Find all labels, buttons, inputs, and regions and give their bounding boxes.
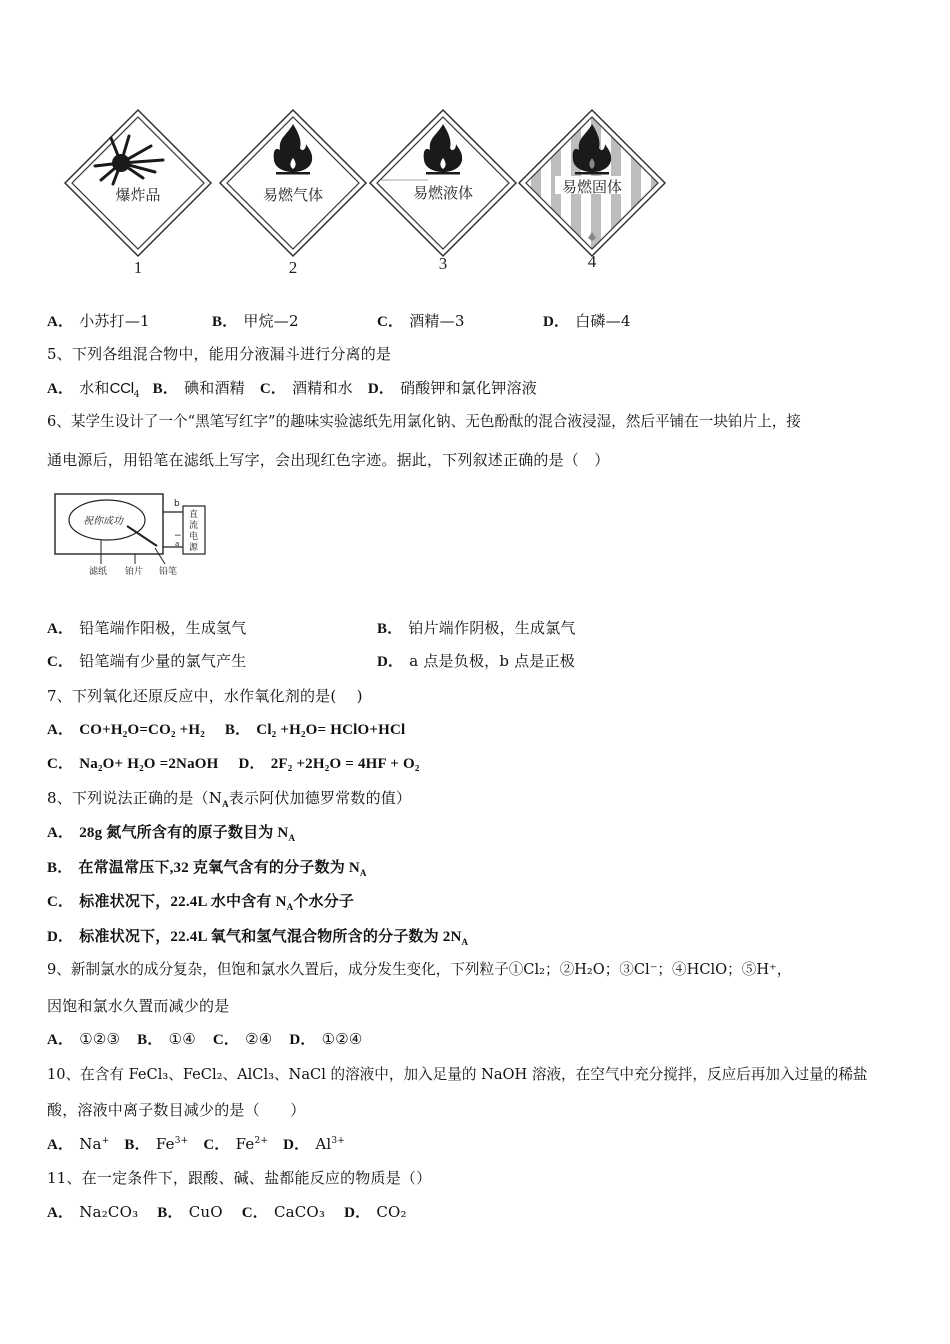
- label-platinum: 铂片: [125, 567, 144, 577]
- q9-option-a: A． ①②③: [47, 1030, 121, 1048]
- placard-label: 爆炸品: [115, 186, 161, 204]
- q11-stem: 11、在一定条件下，跟酸、碱、盐都能反应的物质是（）: [47, 1169, 432, 1187]
- q11-option-c: C． CaCO₃: [241, 1203, 326, 1221]
- q5-option-b: B． 碘和酒精: [152, 379, 245, 397]
- q8-stem: 8、下列说法正确的是（$N_A$表示阿伏加德罗常数的值）: [47, 789, 412, 809]
- placard-number: 4: [587, 252, 597, 271]
- power-label-char: 流: [189, 521, 199, 531]
- q9-option-b: B． ①④: [137, 1030, 196, 1048]
- placard-4: [517, 108, 667, 278]
- q11-option-d: D． CO₂: [344, 1203, 407, 1221]
- placard-1: [63, 108, 213, 278]
- q5-option-d: D． 硝酸钾和氯化钾溶液: [367, 379, 537, 397]
- placard-2: [218, 108, 368, 278]
- q9-options: [47, 1029, 363, 1050]
- q8-option-a: A． 28g 氮气所含有的原子数目为 $N_A$: [47, 825, 296, 843]
- placard-number: 3: [438, 254, 448, 273]
- explosion-icon: [63, 108, 213, 258]
- q10-stem-line2: 酸，溶液中离子数目减少的是（ ）: [47, 1101, 306, 1119]
- q11-options: [47, 1202, 407, 1223]
- q5-options: [47, 378, 537, 399]
- q9-option-d: D． ①②④: [289, 1030, 363, 1048]
- q10-option-d: D． $Al^{3+}$: [283, 1135, 346, 1153]
- q10-option-c: C． $Fe^{2+}$: [203, 1135, 269, 1153]
- placard-label: 易燃固体: [561, 178, 622, 196]
- q5-option-c: C． 酒精和水: [259, 379, 353, 397]
- q4-option-d: D． 白磷—4: [543, 312, 631, 330]
- power-label-char: 源: [189, 543, 199, 553]
- q8-option-d: D． 标准状况下，22.4L 氧气和氢气混合物所含的分子数为 $2N_A$: [47, 929, 469, 947]
- q5-stem: 5、下列各组混合物中，能用分液漏斗进行分离的是: [47, 345, 392, 363]
- q6-option-d: D． a 点是负极，b 点是正极: [377, 652, 575, 670]
- power-label-char: 电: [189, 532, 199, 542]
- q7-options-row1: [47, 720, 405, 740]
- q6-stem-line1: 6、某学生设计了一个“黑笔写红字”的趣味实验滤纸先用氯化钠、无色酚酞的混合液浸湿，然后平铺在一块铂片上，接: [47, 413, 801, 430]
- minus-sign: −: [174, 531, 182, 541]
- q7-stem: 7、下列氧化还原反应中，水作氧化剂的是( ): [47, 687, 363, 705]
- terminal-b: b: [174, 499, 180, 509]
- q10-options: [47, 1134, 345, 1155]
- terminal-a: a: [175, 540, 180, 548]
- q5-option-a: A． 水和CCl$_4$: [47, 379, 140, 400]
- paper-text: 祝你成功: [83, 516, 123, 527]
- q10-option-b: B． $Fe^{3+}$: [124, 1135, 189, 1153]
- q4-option-c: C． 酒精—3: [377, 312, 465, 330]
- q6-option-b: B． 铂片端作阴极，生成氯气: [377, 619, 576, 637]
- power-label-char: 直: [189, 510, 199, 520]
- q10-option-a: A． Na+: [47, 1135, 110, 1153]
- placard-number: 1: [133, 258, 143, 277]
- q9-stem-line1: 9、新制氯水的成分复杂，但饱和氯水久置后，成分发生变化，下列粒子①Cl₂；②H₂O；③Cl⁻；④HClO；⑤H⁺，: [47, 961, 792, 978]
- q9-option-c: C． ②④: [212, 1030, 273, 1048]
- q6-option-c: C． 铅笔端有少量的氯气产生: [47, 652, 247, 670]
- placard-3: [368, 108, 518, 278]
- q6-circuit-diagram: [47, 490, 227, 578]
- q4-option-a: A． 小苏打—1: [47, 312, 150, 330]
- q6-stem-line2: 通电源后，用铅笔在滤纸上写字，会出现红色字迹。据此，下列叙述正确的是（ ）: [47, 451, 610, 469]
- q7-option-a: A． CO+H₂O=CO₂ +H₂: [47, 722, 205, 738]
- q11-option-a: A． Na₂CO₃: [47, 1203, 139, 1221]
- q7-option-d: D． 2F₂ +2H₂O = 4HF + O₂: [238, 756, 420, 772]
- q8-option-b: B． 在常温常压下,32 克氧气含有的分子数为 $N_A$: [47, 860, 367, 878]
- q8-option-c: C． 标准状况下，22.4L 水中含有 $N_A$个水分子: [47, 894, 355, 912]
- placard-label: 易燃气体: [262, 186, 323, 204]
- q10-stem-line1: 10、在含有 FeCl₃、FeCl₂、AlCl₃、NaCl 的溶液中，加入足量的 NaOH 溶液，在空气中充分搅拌，反应后再加入过量的稀盐: [47, 1066, 868, 1083]
- q7-option-c: C． Na₂O+ H₂O =2NaOH: [47, 756, 219, 772]
- q4-option-b: B． 甲烷—2: [212, 312, 299, 330]
- q7-options-row2: [47, 754, 420, 774]
- placard-label: 易燃液体: [412, 184, 473, 202]
- label-filter-paper: 滤纸: [89, 567, 108, 577]
- q9-stem-line2: 因饱和氯水久置而减少的是: [47, 997, 230, 1015]
- q11-option-b: B． CuO: [157, 1203, 223, 1221]
- flame-icon: [218, 108, 368, 258]
- label-pencil: 铅笔: [159, 567, 178, 577]
- q6-option-a: A． 铅笔端作阳极，生成氢气: [47, 619, 247, 637]
- placard-number: 2: [288, 258, 298, 277]
- q7-option-b: B． Cl₂ +H₂O= HClO+HCl: [224, 722, 406, 738]
